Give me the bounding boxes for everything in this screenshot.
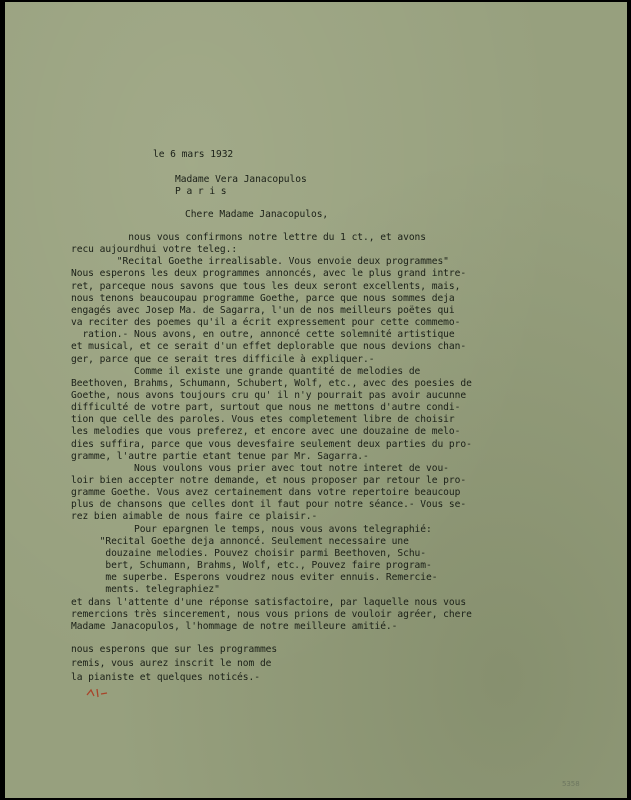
body-line: Goethe, nous avons toujours cru qu' il n'y pourrait pas avoir aucunne — [71, 390, 467, 401]
body-line: remercions très sincerement, nous vous prions de vouloir agréer, chere — [71, 608, 472, 620]
body-line: rez bien aimable de nous faire ce plaisir.- — [71, 511, 318, 523]
letter-date: le 6 mars 1932 — [153, 149, 234, 160]
body-line: gramme Goethe. Vous avez certainement dans votre repertoire beaucoup — [71, 487, 461, 499]
body-line: difficulté de votre part, surtout que nous ne mettons d'autre condi- — [71, 402, 461, 414]
body-line: loir bien accepter notre demande, et nous proposer par retour le pro- — [71, 475, 467, 486]
body-line: Beethoven, Brahms, Schumann, Schubert, Wolf, etc., avec des poesies de — [71, 377, 472, 389]
body-line: et dans l'attente d'une réponse satisfactoire, par laquelle nous vous — [71, 596, 467, 608]
body-line: gramme, l'autre partie etant tenue par Mr. Sagarra.- — [71, 450, 369, 462]
body-line: ration.- Nous avons, en outre, annoncé cette solemnité artistique — [71, 329, 455, 341]
body-line: ret, parceque nous savons que tous les deux seront excellents, mais, — [71, 280, 461, 292]
body-line: les melodies que vous preferez, et encore avec une douzaine de melo- — [71, 426, 461, 438]
body-line: douzaine melodies. Pouvez choisir parmi Beethoven, Schu- — [71, 547, 427, 559]
salutation: Chere Madame Janacopulos, — [185, 209, 329, 220]
body-line: plus de chansons que celles dont il faut pour notre séance.- Vous se- — [71, 499, 467, 511]
body-line: nous vous confirmons notre lettre du 1 ct., et avons — [71, 232, 427, 243]
body-line: dies suffira, parce que vous devesfaire seulement deux parties du pro- — [71, 438, 472, 450]
body-line: ger, parce que ce serait tres difficile à expliquer.- — [71, 353, 375, 365]
recipient-city: P a r i s — [175, 186, 227, 197]
body-line: tion que celle des paroles. Vous etes completement libre de choisir — [71, 414, 455, 426]
body-line: Pour epargnen le temps, nous vous avons telegraphié: — [71, 523, 432, 535]
body-line: engagés avec Josep Ma. de Sagarra, l'un de nos meilleurs poëtes qui — [71, 304, 455, 316]
body-line: et musical, et ce serait d'un effet deplorable que nous devions chan- — [71, 341, 467, 353]
body-line: Comme il existe une grande quantité de melodies de — [71, 365, 421, 377]
body-line: bert, Schumann, Brahms, Wolf, etc., Pouvez faire program- — [71, 560, 432, 571]
body-line: "Recital Goethe deja annoncé. Seulement necessaire une — [71, 535, 409, 547]
body-line: ments. telegraphiez" — [71, 584, 220, 596]
postscript-line: remis, vous aurez inscrit le nom de — [71, 658, 272, 669]
recipient-name: Madame Vera Janacopulos — [175, 174, 307, 185]
body-line: "Recital Goethe irrealisable. Vous envoie deux programmes" — [71, 256, 449, 268]
postscript-line: la pianiste et quelques noticés.- — [71, 672, 260, 683]
handwritten-mark-icon — [85, 687, 111, 699]
archive-number: 5358 — [562, 780, 580, 788]
body-line: Madame Janacopulos, l'hommage de notre meilleure amitié.- — [71, 620, 398, 632]
body-line: va reciter des poemes qu'il a écrit expressement pour cette commemo- — [71, 317, 461, 329]
body-line: me superbe. Esperons voudrez nous eviter ennuis. Remercie- — [71, 572, 438, 584]
body-line: recu aujourdhui votre teleg.: — [71, 244, 238, 256]
body-line: nous tenons beaucoupau programme Goethe, parce que nous sommes deja — [71, 292, 455, 304]
body-line: Nous voulons vous prier avec tout notre interet de vou- — [71, 462, 449, 474]
postscript-line: nous esperons que sur les programmes — [71, 644, 278, 655]
body-line: Nous esperons les deux programmes annoncés, avec le plus grand intre- — [71, 268, 467, 280]
letter-page — [5, 2, 627, 798]
